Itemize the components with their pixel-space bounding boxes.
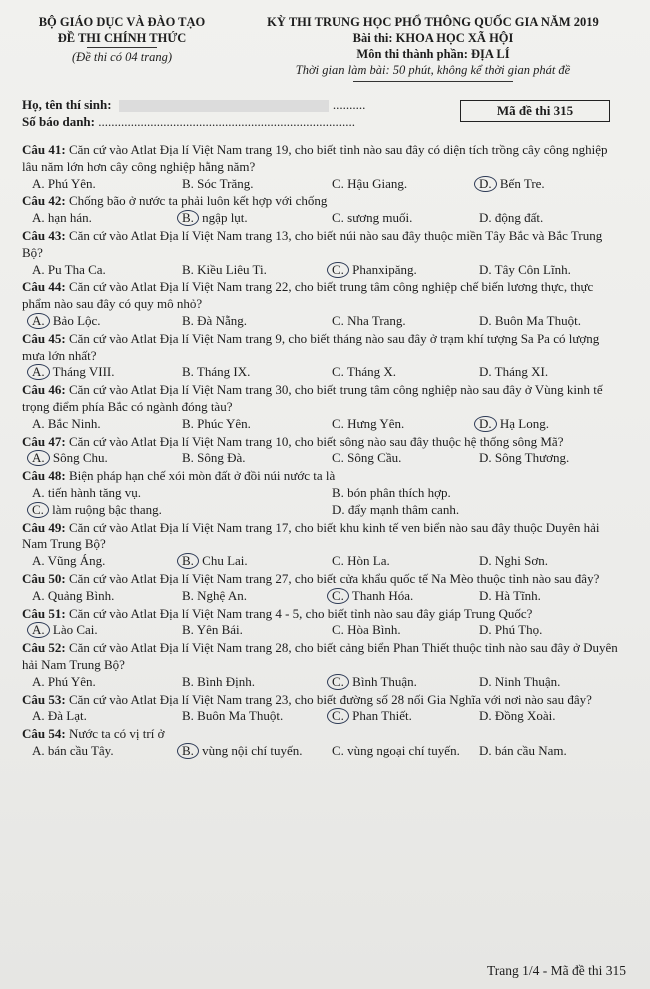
option-text: Sông Cầu. bbox=[343, 450, 402, 466]
question-stem: Nước ta có vị trí ở bbox=[68, 726, 165, 742]
question bbox=[22, 279, 628, 329]
question bbox=[22, 382, 628, 432]
exam-header bbox=[22, 14, 628, 82]
answer-option bbox=[32, 210, 182, 227]
answer-options bbox=[32, 450, 628, 467]
option-letter: C. bbox=[332, 364, 344, 380]
answer-option bbox=[332, 743, 479, 760]
option-text: sương muối. bbox=[343, 210, 413, 226]
answer-options bbox=[32, 622, 628, 639]
answer-option-circled bbox=[479, 416, 629, 433]
option-text: Chu Lai. bbox=[198, 553, 248, 569]
question-number: Câu 41: bbox=[22, 142, 66, 157]
answer-options bbox=[32, 262, 628, 279]
option-letter: A. bbox=[27, 364, 50, 380]
question bbox=[22, 640, 628, 690]
question-text bbox=[22, 606, 628, 623]
question-number: Câu 46: bbox=[22, 382, 66, 398]
answer-option-circled bbox=[32, 622, 182, 639]
ministry-name: BỘ GIÁO DỤC VÀ ĐÀO TẠO bbox=[38, 15, 206, 29]
answer-option bbox=[32, 176, 182, 193]
option-text: Bắc Ninh. bbox=[44, 415, 101, 431]
answer-option-circled bbox=[182, 743, 332, 760]
answer-options bbox=[32, 210, 628, 227]
answer-options bbox=[32, 588, 628, 605]
candidate-id-row bbox=[22, 113, 365, 130]
question-number: Câu 54: bbox=[22, 726, 66, 742]
option-text: Bến Tre. bbox=[496, 175, 545, 191]
answer-option bbox=[332, 313, 479, 330]
answer-option-circled bbox=[332, 588, 479, 605]
answer-options bbox=[32, 674, 628, 691]
question bbox=[22, 571, 628, 605]
question-stem: Căn cứ vào Atlat Địa lí Việt Nam trang 10, cho biết sông nào sau đây thuộc hệ thống sông Mã? bbox=[68, 433, 564, 449]
option-text: Tây Côn Lĩnh. bbox=[491, 261, 571, 277]
question-stem: Chống bão ở nước ta phải luôn kết hợp với chống bbox=[68, 193, 328, 209]
answer-options bbox=[32, 416, 628, 433]
exam-paper: Bài thi: KHOA HỌC XÃ HỘI bbox=[352, 31, 514, 45]
answer-options bbox=[32, 313, 628, 330]
option-letter: C. bbox=[332, 553, 344, 569]
duration: Thời gian làm bài: 50 phút, không kể thời gian phát đề bbox=[295, 63, 571, 77]
option-letter: A. bbox=[32, 708, 45, 724]
option-letter: A. bbox=[32, 261, 45, 277]
answer-option bbox=[479, 622, 629, 639]
option-letter: A. bbox=[32, 415, 45, 431]
answer-option-circled bbox=[32, 450, 182, 467]
answer-option bbox=[32, 674, 182, 691]
official-label: ĐỀ THI CHÍNH THỨC bbox=[57, 31, 187, 45]
option-letter: C. bbox=[332, 210, 344, 226]
answer-options bbox=[32, 553, 628, 570]
option-letter: A. bbox=[27, 313, 50, 329]
question-text bbox=[22, 571, 628, 588]
candidate-info bbox=[22, 96, 628, 130]
option-text: vùng ngoại chí tuyến. bbox=[343, 742, 460, 758]
question-text bbox=[22, 726, 628, 743]
option-text: Đà Nẵng. bbox=[193, 312, 247, 328]
exam-title: KỲ THI TRUNG HỌC PHỔ THÔNG QUỐC GIA NĂM 2019 bbox=[267, 15, 599, 29]
option-text: bán cầu Nam. bbox=[491, 742, 567, 758]
answer-option bbox=[32, 588, 182, 605]
option-letter: B. bbox=[182, 312, 194, 328]
question-number: Câu 43: bbox=[22, 227, 66, 243]
option-letter: C. bbox=[327, 708, 349, 724]
option-text: tiến hành tăng vụ. bbox=[44, 484, 142, 500]
option-letter: A. bbox=[32, 210, 45, 226]
option-letter: D. bbox=[479, 708, 492, 724]
answer-option-circled bbox=[479, 176, 629, 193]
answer-option bbox=[332, 485, 632, 502]
question-text bbox=[22, 382, 628, 416]
option-text: Sông Chu. bbox=[49, 450, 108, 466]
answer-option bbox=[479, 364, 629, 381]
question-text bbox=[22, 279, 628, 313]
question bbox=[22, 434, 628, 468]
answer-option bbox=[479, 743, 629, 760]
answer-option bbox=[182, 313, 332, 330]
exam-code-box: Mã đề thi 315 bbox=[460, 100, 610, 122]
header-right bbox=[238, 14, 628, 82]
answer-options bbox=[32, 743, 628, 760]
option-letter: B. bbox=[182, 175, 194, 191]
question-number: Câu 50: bbox=[22, 570, 66, 586]
answer-option bbox=[479, 262, 629, 279]
option-text: Tháng XI. bbox=[491, 364, 549, 380]
answer-option bbox=[182, 622, 332, 639]
question-stem: Căn cứ vào Atlat Địa lí Việt Nam trang 19, cho biết tỉnh nào sau đây có diện tích trồng cây công nghiệp lâu năm lớn hơn cây công nghiệp hằng năm? bbox=[22, 142, 608, 174]
question bbox=[22, 520, 628, 570]
question bbox=[22, 228, 628, 278]
question bbox=[22, 726, 628, 760]
option-text: Tháng VIII. bbox=[49, 364, 115, 380]
option-text: Sông Đà. bbox=[193, 450, 246, 466]
option-letter: C. bbox=[27, 502, 49, 518]
answer-option bbox=[332, 176, 479, 193]
name-dots: .......... bbox=[332, 97, 366, 112]
answer-option bbox=[332, 502, 632, 519]
answer-option bbox=[332, 364, 479, 381]
answer-option bbox=[332, 450, 479, 467]
answer-option-circled bbox=[332, 708, 479, 725]
answer-option bbox=[479, 674, 629, 691]
answer-option bbox=[479, 450, 629, 467]
answer-option bbox=[32, 262, 182, 279]
answer-option bbox=[479, 553, 629, 570]
option-text: Hà Tĩnh. bbox=[491, 587, 541, 603]
answer-option bbox=[332, 416, 479, 433]
option-letter: B. bbox=[182, 415, 194, 431]
option-letter: B. bbox=[182, 673, 194, 689]
option-text: Hưng Yên. bbox=[343, 415, 405, 431]
question bbox=[22, 193, 628, 227]
option-letter: A. bbox=[27, 622, 50, 638]
question-list bbox=[22, 142, 628, 760]
option-text: Đồng Xoài. bbox=[491, 708, 556, 724]
option-text: Hậu Giang. bbox=[343, 175, 408, 191]
question-number: Câu 42: bbox=[22, 193, 66, 209]
question-text bbox=[22, 640, 628, 674]
header-left bbox=[22, 14, 222, 82]
option-letter: D. bbox=[474, 416, 497, 432]
question-number: Câu 48: bbox=[22, 468, 66, 484]
answer-option bbox=[182, 262, 332, 279]
option-letter: B. bbox=[182, 708, 194, 724]
option-text: Tháng IX. bbox=[193, 364, 251, 380]
option-text: Sóc Trăng. bbox=[193, 175, 254, 191]
option-text: Buôn Ma Thuột. bbox=[193, 708, 284, 724]
subject: Môn thi thành phần: ĐỊA LÍ bbox=[356, 47, 510, 61]
option-text: Nha Trang. bbox=[343, 312, 406, 328]
option-text: bán cầu Tây. bbox=[44, 742, 114, 758]
question-stem: Căn cứ vào Atlat Địa lí Việt Nam trang 28, cho biết cảng biển Phan Thiết thuộc tỉnh nào sau đây ở Duyên hải Nam Trung Bộ? bbox=[22, 640, 618, 672]
question-stem: Biện pháp hạn chế xói mòn đất ở đồi núi nước ta là bbox=[68, 468, 336, 484]
option-text: đẩy mạnh thâm canh. bbox=[344, 501, 460, 517]
option-text: hạn hán. bbox=[44, 210, 92, 226]
question-stem: Căn cứ vào Atlat Địa lí Việt Nam trang 9, cho biết tháng nào sau đây ở trạm khí tượng Sa Pa có lượng mưa lớn nhất? bbox=[22, 330, 600, 363]
option-text: Ninh Thuận. bbox=[491, 673, 561, 689]
option-text: Buôn Ma Thuột. bbox=[491, 312, 581, 328]
option-letter: B. bbox=[332, 484, 344, 500]
answer-option-circled bbox=[32, 364, 182, 381]
option-letter: D. bbox=[479, 312, 492, 328]
answer-option-circled bbox=[182, 210, 332, 227]
answer-option bbox=[332, 622, 479, 639]
option-letter: B. bbox=[182, 587, 194, 603]
answer-option bbox=[182, 176, 332, 193]
question-text bbox=[22, 228, 628, 262]
question-stem: Căn cứ vào Atlat Địa lí Việt Nam trang 4 - 5, cho biết tỉnh nào sau đây giáp Trung Quốc? bbox=[68, 605, 533, 621]
option-letter: D. bbox=[479, 364, 492, 380]
option-letter: C. bbox=[332, 312, 344, 328]
question-number: Câu 49: bbox=[22, 519, 66, 535]
option-text: Bình Thuận. bbox=[348, 673, 417, 689]
question bbox=[22, 692, 628, 726]
option-letter: D. bbox=[479, 742, 492, 758]
answer-options bbox=[32, 485, 628, 519]
option-text: Bình Định. bbox=[193, 673, 255, 689]
answer-option bbox=[479, 708, 629, 725]
divider bbox=[353, 81, 513, 82]
option-text: Phanxipăng. bbox=[348, 261, 417, 277]
option-text: Nghi Sơn. bbox=[491, 553, 548, 569]
pages-note: (Đề thi có 04 trang) bbox=[72, 50, 172, 64]
option-text: Kiều Liêu Ti. bbox=[193, 261, 267, 277]
question-number: Câu 53: bbox=[22, 691, 66, 707]
option-text: Yên Bái. bbox=[193, 622, 243, 638]
option-text: bón phân thích hợp. bbox=[343, 484, 451, 500]
answer-option bbox=[479, 313, 629, 330]
option-text: Hòn La. bbox=[343, 553, 390, 569]
option-letter: A. bbox=[32, 175, 45, 191]
option-text: Phúc Yên. bbox=[193, 415, 251, 431]
answer-option-circled bbox=[332, 674, 479, 691]
candidate-fields bbox=[22, 96, 365, 130]
question-number: Câu 44: bbox=[22, 279, 66, 295]
question-stem: Căn cứ vào Atlat Địa lí Việt Nam trang 23, cho biết đường số 28 nối Gia Nghĩa với nơi nào sau đây? bbox=[68, 691, 592, 707]
option-letter: C. bbox=[332, 175, 344, 191]
option-letter: C. bbox=[332, 450, 344, 466]
question-number: Câu 45: bbox=[22, 330, 66, 346]
option-letter: D. bbox=[479, 210, 492, 226]
option-letter: C. bbox=[327, 262, 349, 278]
option-letter: A. bbox=[32, 587, 45, 603]
option-text: Tháng X. bbox=[343, 364, 397, 380]
option-letter: D. bbox=[479, 261, 492, 277]
option-text: Vũng Áng. bbox=[44, 553, 106, 569]
option-text: động đất. bbox=[491, 210, 544, 226]
option-letter: A. bbox=[32, 553, 45, 569]
question bbox=[22, 331, 628, 381]
option-text: Phú Yên. bbox=[44, 175, 96, 191]
question-stem: Căn cứ vào Atlat Địa lí Việt Nam trang 13, cho biết núi nào sau đây thuộc miền Tây Bắc và Bắc Trung Bộ? bbox=[22, 227, 603, 260]
option-letter: D. bbox=[474, 176, 497, 192]
answer-option bbox=[32, 743, 182, 760]
question-text bbox=[22, 434, 628, 451]
question-stem: Căn cứ vào Atlat Địa lí Việt Nam trang 27, cho biết cửa khẩu quốc tế Na Mèo thuộc tỉnh nào sau đây? bbox=[68, 570, 600, 586]
option-text: Phan Thiết. bbox=[348, 708, 412, 724]
answer-option bbox=[332, 553, 479, 570]
option-letter: C. bbox=[327, 674, 349, 690]
id-label: Số báo danh: bbox=[22, 114, 99, 129]
option-letter: A. bbox=[32, 484, 45, 500]
question-stem: Căn cứ vào Atlat Địa lí Việt Nam trang 30, cho biết trung tâm công nghiệp nào sau đây ở Vùng kinh tế trọng điểm phía Bắc có ngành đóng tàu? bbox=[22, 382, 603, 414]
candidate-name-row bbox=[22, 96, 365, 113]
answer-option bbox=[479, 210, 629, 227]
question-text bbox=[22, 142, 628, 176]
option-text: Hòa Bình. bbox=[343, 622, 401, 638]
option-text: Đà Lạt. bbox=[44, 708, 87, 724]
option-letter: B. bbox=[182, 450, 194, 466]
answer-option-circled bbox=[32, 502, 332, 519]
answer-option bbox=[182, 416, 332, 433]
question-text bbox=[22, 520, 628, 554]
option-letter: C. bbox=[332, 415, 344, 431]
question bbox=[22, 142, 628, 192]
name-label: Họ, tên thí sinh: bbox=[22, 97, 115, 112]
answer-option bbox=[479, 588, 629, 605]
answer-option bbox=[32, 708, 182, 725]
option-letter: D. bbox=[332, 501, 345, 517]
option-text: Bảo Lộc. bbox=[49, 312, 101, 328]
option-letter: D. bbox=[479, 673, 492, 689]
answer-option bbox=[182, 588, 332, 605]
answer-option bbox=[332, 210, 479, 227]
option-text: vùng nội chí tuyến. bbox=[198, 742, 303, 758]
answer-option bbox=[32, 553, 182, 570]
option-letter: D. bbox=[479, 587, 492, 603]
question-text bbox=[22, 193, 628, 210]
question-number: Câu 51: bbox=[22, 605, 66, 621]
answer-option bbox=[182, 450, 332, 467]
option-letter: A. bbox=[32, 742, 45, 758]
option-letter: C. bbox=[327, 588, 349, 604]
answer-option bbox=[182, 674, 332, 691]
option-text: Quảng Bình. bbox=[44, 587, 115, 603]
page-footer: Trang 1/4 - Mã đề thi 315 bbox=[487, 963, 626, 978]
answer-options bbox=[32, 708, 628, 725]
option-letter: B. bbox=[182, 261, 194, 277]
option-text: Nghệ An. bbox=[193, 587, 248, 603]
option-letter: A. bbox=[27, 450, 50, 466]
question-number: Câu 47: bbox=[22, 433, 66, 449]
option-text: ngập lụt. bbox=[198, 210, 248, 226]
option-letter: B. bbox=[177, 210, 199, 226]
answer-option bbox=[182, 708, 332, 725]
question-stem: Căn cứ vào Atlat Địa lí Việt Nam trang 17, cho biết khu kinh tế ven biển nào sau đây thuộc Duyên hải Nam Trung Bộ? bbox=[22, 519, 600, 552]
option-letter: D. bbox=[479, 553, 492, 569]
option-text: Phú Yên. bbox=[44, 673, 96, 689]
question-number: Câu 52: bbox=[22, 640, 66, 656]
answer-option-circled bbox=[32, 313, 182, 330]
divider bbox=[87, 47, 157, 48]
option-letter: C. bbox=[332, 622, 344, 638]
answer-option-circled bbox=[332, 262, 479, 279]
option-letter: B. bbox=[182, 364, 194, 380]
option-letter: B. bbox=[182, 622, 194, 638]
question-stem: Căn cứ vào Atlat Địa lí Việt Nam trang 22, cho biết trung tâm công nghiệp chế biến lương thực, thực phẩm nào sau đây có quy mô nhỏ? bbox=[22, 279, 594, 312]
option-letter: C. bbox=[332, 742, 344, 758]
option-letter: A. bbox=[32, 673, 45, 689]
option-letter: B. bbox=[177, 553, 199, 569]
question bbox=[22, 468, 628, 518]
option-letter: D. bbox=[479, 622, 492, 638]
answer-option-circled bbox=[182, 553, 332, 570]
answer-option bbox=[32, 485, 332, 502]
question-text bbox=[22, 331, 628, 365]
option-text: Phú Thọ. bbox=[491, 622, 543, 638]
option-text: Hạ Long. bbox=[496, 415, 549, 431]
question-text bbox=[22, 692, 628, 709]
option-text: Sông Thương. bbox=[491, 450, 570, 466]
option-text: Pu Tha Ca. bbox=[44, 261, 106, 277]
option-text: Thanh Hóa. bbox=[348, 587, 414, 603]
answer-option bbox=[32, 416, 182, 433]
question-text bbox=[22, 468, 628, 485]
redacted-name bbox=[119, 100, 329, 112]
option-text: Lào Cai. bbox=[49, 622, 98, 638]
id-dots: ............................................................................... bbox=[98, 114, 355, 129]
option-letter: B. bbox=[177, 743, 199, 759]
answer-options bbox=[32, 176, 628, 193]
option-text: làm ruộng bậc thang. bbox=[48, 501, 162, 517]
option-letter: D. bbox=[479, 450, 492, 466]
answer-option bbox=[182, 364, 332, 381]
answer-options bbox=[32, 364, 628, 381]
question bbox=[22, 606, 628, 640]
